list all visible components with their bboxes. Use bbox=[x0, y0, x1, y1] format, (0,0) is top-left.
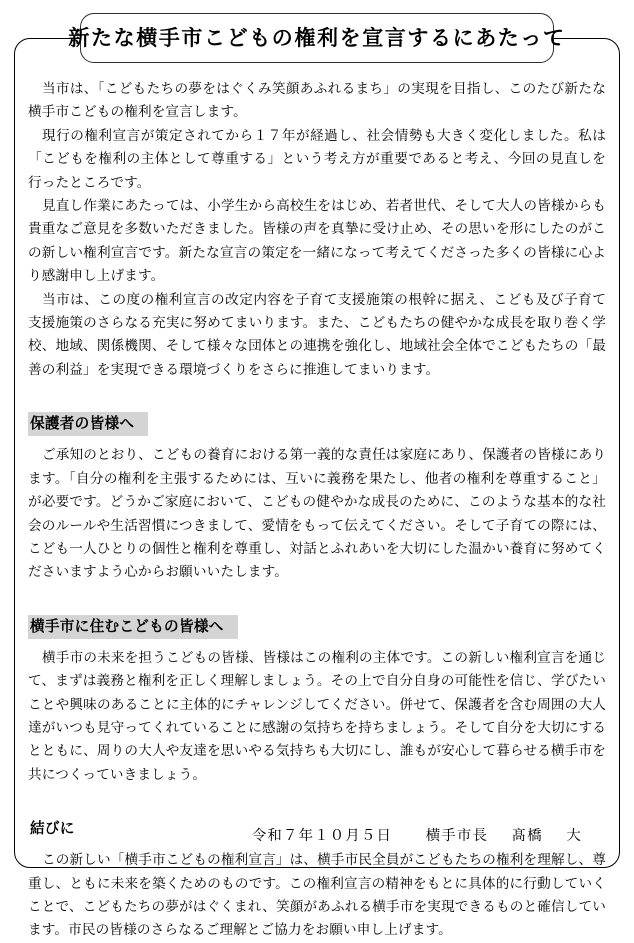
spacer bbox=[28, 639, 606, 647]
intro-paragraph-4: 当市は、この度の権利宣言の改定内容を子育て支援施策の根幹に据え、こども及び子育て支援施策のさらなる充実に努めてまいります。また、こどもたちの健やかな成長を取り巻く学校、地域、関係機関、そして様々な団体との連携を強化し、地域社会全体でこどもたちの「最善の利益」を実現できる環境づくりをさらに推進してまいります。 bbox=[28, 291, 606, 378]
intro-paragraph-2: 現行の権利宣言が策定されてから１７年が経過し、社会情勢も大きく変化しました。私は「こどもを権利の主体として尊重する」という考え方が重要であると考え、今回の見直しを行ったところです。 bbox=[28, 127, 606, 191]
spacer bbox=[28, 382, 606, 412]
spacer bbox=[28, 787, 606, 817]
signature-family-name: 髙橋 bbox=[511, 828, 543, 844]
section-heading-row-guardians bbox=[28, 412, 606, 436]
section-heading-closing: 結びに bbox=[30, 820, 75, 838]
document-body bbox=[28, 78, 606, 939]
section-heading-guardians: 保護者の皆様へ bbox=[28, 412, 148, 436]
section-heading-row-children bbox=[28, 615, 606, 639]
signature-title: 横手市長 bbox=[425, 828, 489, 844]
spacer bbox=[28, 585, 606, 615]
signature-line bbox=[28, 826, 606, 846]
intro-paragraph-1: 当市は、「こどもたちの夢をはぐくみ笑顔あふれるまち」の実現を目指し、このたび新たな横手市こどもの権利を宣言します。 bbox=[28, 81, 606, 121]
section-heading-children: 横手市に住むこどもの皆様へ bbox=[28, 615, 238, 639]
section-paragraph-guardians: ご承知のとおり、こどもの養育における第一義的な責任は家庭にあり、保護者の皆様にあります。「自分の権利を主張するためには、互いに義務を果たし、他者の権利を尊重すること」が必要です。どうかご家庭において、こどもの健やかな成長のために、このような基本的な社会のルールや生活習慣につきまして、愛情をもって伝えてください。そして子育ての際には、こども一人ひとりの個性と権利を尊重し、対話とふれあいを大切にした温かい養育に努めてくださいますよう心からお願いいたします。 bbox=[28, 447, 606, 581]
signature-date: 令和７年１０月５日 bbox=[251, 828, 393, 844]
signature-given-name: 大 bbox=[566, 828, 582, 844]
intro-paragraph-3: 見直し作業にあたっては、小学生から高校生をはじめ、若者世代、そして大人の皆様からも貴重なご意見を多数いただきました。皆様の声を真摯に受け止め、その思いを形にしたのがこの新しい権利宣言です。新たな宣言の策定を一緒になって考えてくださった多くの皆様に心より感謝申し上げます。 bbox=[28, 198, 606, 285]
page-title: 新たな横手市こどもの権利を宣言するにあたって bbox=[68, 25, 566, 50]
spacer bbox=[28, 436, 606, 444]
section-paragraph-closing: この新しい「横手市こどもの権利宣言」は、横手市民全員がこどもたちの権利を理解し、尊重し、ともに未来を築くためのものです。この権利宣言の精神をもとに具体的に行動していくことで、こどもたちの夢がはぐくまれ、笑顔があふれる横手市を実現できるものと確信しています。市民の皆様のさらなるご理解とご協力をお願い申し上げます。 bbox=[28, 852, 606, 939]
document-title-box bbox=[68, 13, 566, 63]
section-paragraph-children: 横手市の未来を担うこどもの皆様、皆様はこの権利の主体です。この新しい権利宣言を通じて、まずは義務と権利を正しく理解しましょう。その上で自分自身の可能性を信じ、学びたいことや興味のあることに主体的にチャレンジしてください。併せて、保護者を含む周囲の大人達がいつも見守ってくれていることに感謝の気持ちを持ちましょう。そして自分を大切にするとともに、周りの大人や友達を思いやる気持ちも大切にし、誰もが安心して暮らせる横手市を共につくっていきましょう。 bbox=[28, 649, 606, 783]
